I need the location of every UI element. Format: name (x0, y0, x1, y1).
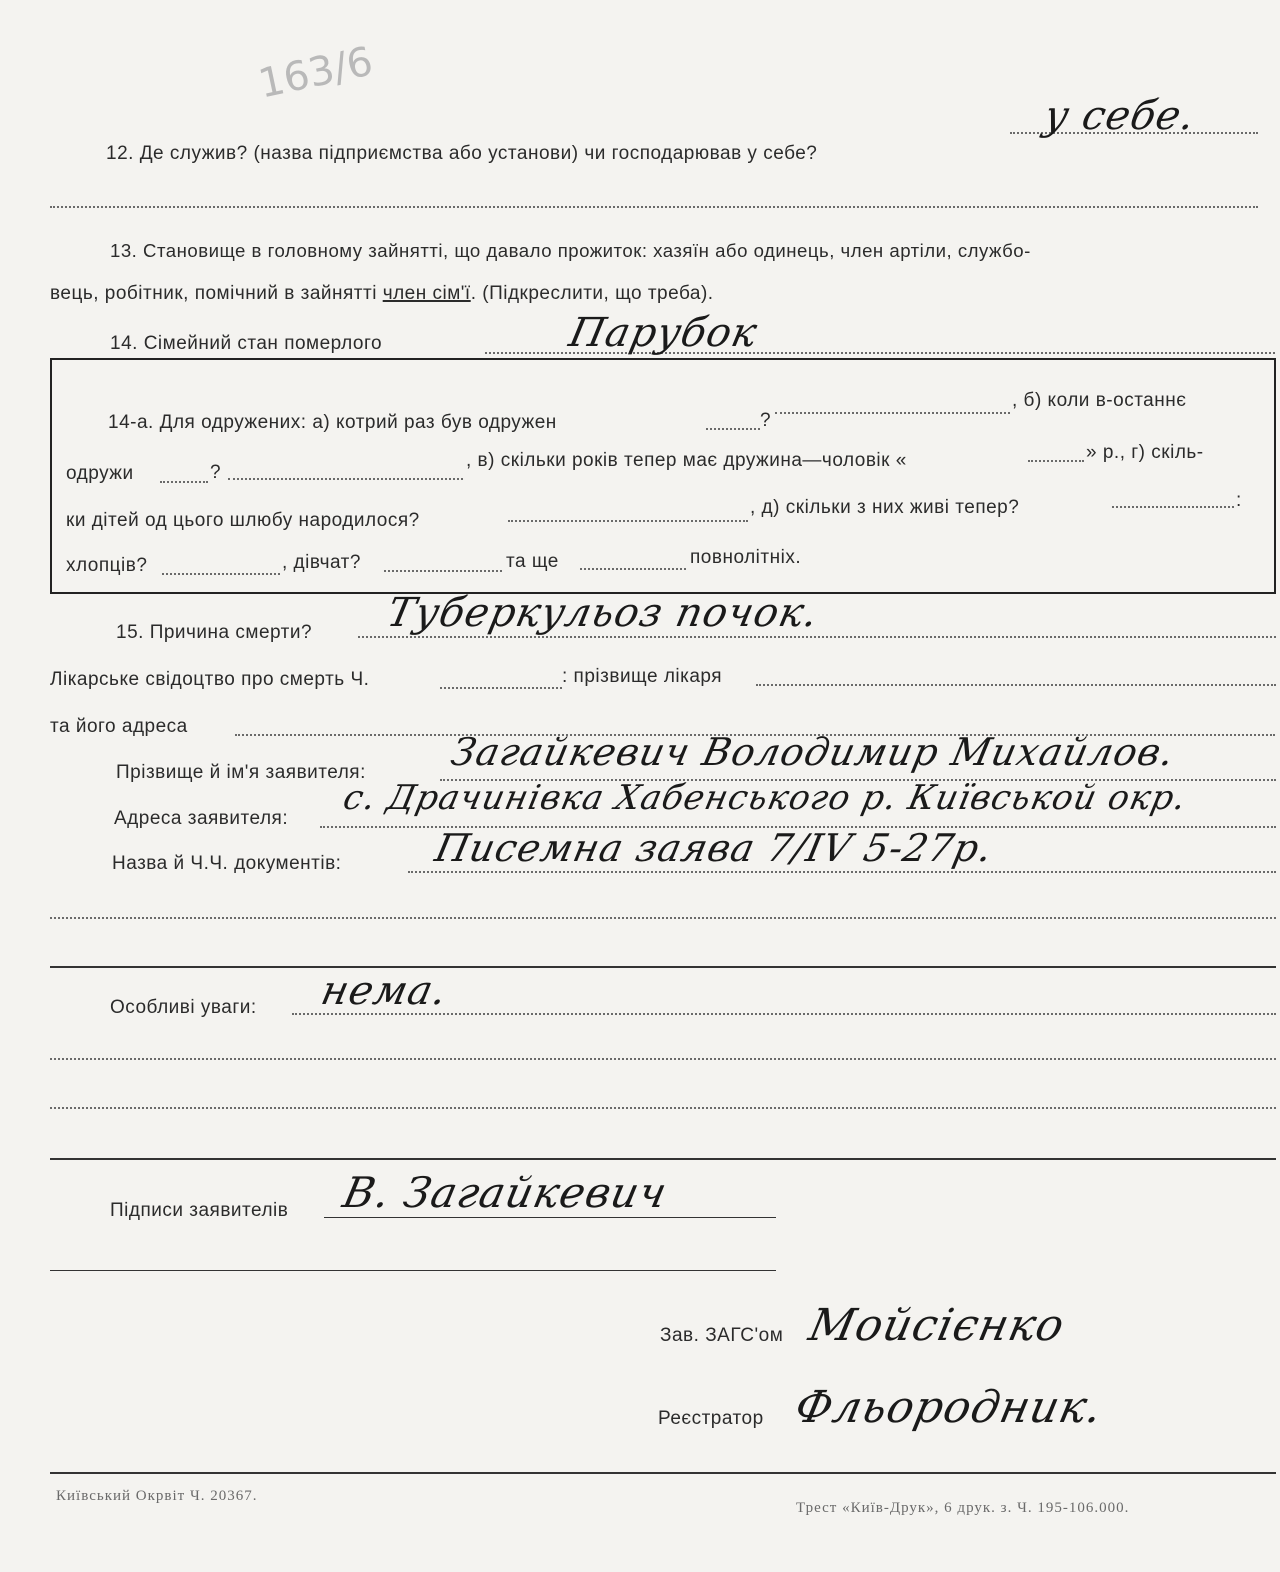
applicant-docs-value: Писемна заява 7/IV 5-27р. (431, 826, 998, 870)
q14a-line2-a: одружи (66, 463, 134, 484)
q14a-line1-dots-2 (775, 412, 1010, 414)
notes-line-2 (50, 1058, 1276, 1060)
q14a-line2-dots-1 (160, 481, 208, 483)
applicant-docs-line (408, 871, 1276, 873)
q14a-line4-a: хлопців? (66, 555, 148, 576)
q13-line2-a: вець, робітник, помічний в зайнятті (50, 283, 383, 304)
q12-answer: у себе. (1040, 93, 1200, 139)
applicant-name-value: Загайкевич Володимир Михайлов. (447, 730, 1179, 774)
q14a-line3-c: : (1236, 490, 1242, 511)
footer-left-print-info: Київський Окрвіт Ч. 20367. (56, 1488, 258, 1504)
applicant-name-label: Прізвище й ім'я заявителя: (116, 762, 366, 783)
registrar-label: Реєстратор (658, 1408, 764, 1429)
applicant-signature: В. Загайкевич (338, 1168, 672, 1217)
footer-right-print-info: Трест «Київ-Друк», 6 друк. з. Ч. 195-106.000. (796, 1500, 1130, 1516)
q15-answer-line (358, 636, 1276, 638)
q14a-line4-d: повнолітніх. (690, 547, 802, 568)
registrar-signature: Фльородник. (790, 1382, 1108, 1433)
q14a-line3-dots-1 (508, 520, 748, 522)
q13-line2 (50, 283, 714, 305)
q14a-line4-dots-3 (580, 568, 686, 570)
applicant-signature-line-2 (50, 1270, 776, 1271)
q14a-line4-b: , дівчат? (282, 552, 361, 573)
section-divider-1 (50, 966, 1276, 968)
doctor-name-label: : прізвище лікаря (562, 666, 723, 687)
q13-line2-b: . (Підкреслити, що треба). (470, 283, 714, 304)
q14a-line3-b: , д) скільки з них живі тепер? (750, 497, 1020, 518)
applicant-signature-label: Підписи заявителів (110, 1200, 289, 1221)
registry-head-label: Зав. ЗАГС'ом (660, 1325, 784, 1346)
q14a-line2-c: » р., г) скіль- (1086, 442, 1204, 463)
q14a-line4-dots-1 (162, 573, 280, 575)
q14a-line2-dots-2 (228, 478, 463, 480)
q14-label: 14. Сімейний стан померлого (110, 333, 383, 354)
pencil-note: 163/6 (254, 38, 377, 108)
q12-label: 12. Де служив? (назва підприємства або установи) чи господарював у себе? (106, 143, 818, 164)
q15-answer: Туберкульоз почок. (383, 590, 823, 636)
applicant-address-value: с. Драчинівка Хабенського р. Київськой окр. (339, 778, 1191, 818)
q14a-line2-b: , в) скільки років тепер має дружина—чоловік « (466, 450, 907, 471)
q13-underlined-option: член сім'ї (382, 283, 471, 304)
applicant-address-label: Адреса заявителя: (114, 808, 289, 829)
q14-answer: Парубок (565, 310, 762, 356)
q14a-line3-dots-2 (1112, 506, 1234, 508)
q14a-line1-a: 14-а. Для одружених: а) котрий раз був одружен (108, 412, 557, 433)
q14a-line4-c: та ще (506, 551, 559, 572)
q12-answer-line-2 (50, 206, 1258, 208)
doctor-name-line (756, 684, 1276, 686)
registry-head-signature: Мойсієнко (804, 1300, 1070, 1351)
q13-line1: 13. Становище в головному зайнятті, що давало прожиток: хазяїн або одинець, член артіли, службо- (110, 240, 1031, 261)
notes-value: нема. (317, 968, 452, 1014)
q14a-line1-q: ? (760, 410, 772, 431)
q14a-line2-q: ? (210, 462, 222, 483)
q15-label: 15. Причина смерти? (116, 622, 313, 643)
section-divider-2 (50, 1158, 1276, 1160)
blank-line-1 (50, 917, 1276, 919)
footer-divider (50, 1472, 1276, 1474)
q14a-line1-dots-1 (706, 428, 760, 430)
q14a-line4-dots-2 (384, 570, 502, 572)
q14a-line2-dots-3 (1028, 460, 1084, 462)
notes-label: Особливі уваги: (110, 997, 257, 1018)
doctor-address-label: та його адреса (50, 716, 188, 737)
q14a-line3-a: ки дітей од цього шлюбу народилося? (66, 510, 420, 531)
medical-cert-number-line (440, 687, 562, 689)
medical-cert-label: Лікарське свідоцтво про смерть Ч. (50, 669, 370, 690)
q14a-line1-b: , б) коли в-останнє (1012, 390, 1187, 411)
applicant-docs-label: Назва й Ч.Ч. документів: (112, 853, 342, 874)
applicant-signature-line (324, 1217, 776, 1218)
notes-line-3 (50, 1107, 1276, 1109)
